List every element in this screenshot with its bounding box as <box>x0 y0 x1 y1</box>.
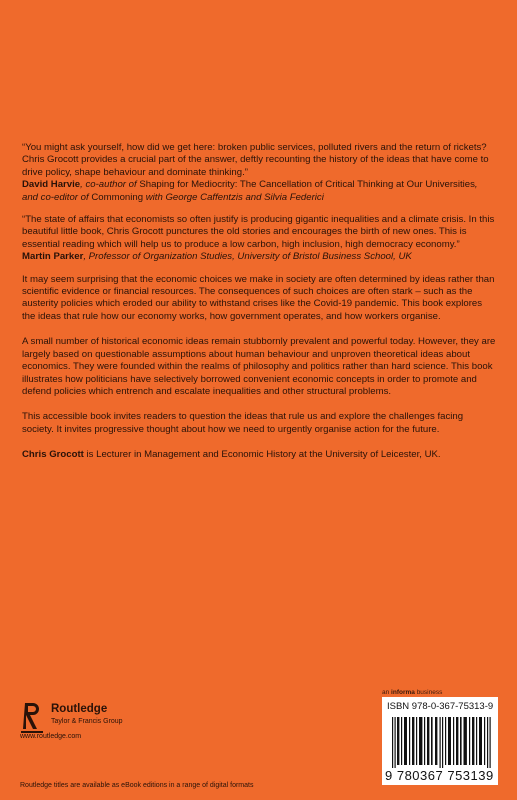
endorsement-quote-2 <box>22 214 496 264</box>
quote-1-book-a: Shaping for Mediocrity: The Cancellation of Critical Thinking at Our Universities <box>139 179 475 191</box>
quote-2-author: Martin Parker <box>22 251 84 263</box>
quote-2-attribution <box>22 251 496 263</box>
quote-1-role-b: , and co-editor of <box>22 179 478 203</box>
informa-business-label <box>382 689 442 696</box>
quote-1-book-b: Commoning <box>91 191 144 203</box>
publisher-group: Taylor & Francis Group <box>51 718 123 725</box>
publisher-website[interactable]: www.routledge.com <box>20 733 82 740</box>
barcode-icon <box>390 717 494 771</box>
quote-2-role: , Professor of Organization Studies, University of Bristol Business School, UK <box>83 251 412 263</box>
author-bio-text: is Lecturer in Management and Economic History at the University of Leicester, UK. <box>83 449 441 461</box>
barcode-box <box>382 697 498 785</box>
author-bio <box>22 449 496 461</box>
informa-suffix: business <box>414 689 443 696</box>
informa-prefix: an <box>382 689 392 696</box>
quote-1-text: “You might ask yourself, how did we get here: broken public services, polluted rivers and the return of rickets? Chris Grocott provides a crucial part of the answer, deftly recounting the history of the ideas that have come to drive policy, shape behaviour and dominate thinking.” <box>22 142 489 178</box>
quote-2-text: “The state of affairs that economists so often justify is producing gigantic inequalities and a climate crisis. In this beautiful little book, Chris Grocott punctures the old stories and encourages the birth of new ones. This is essential reading which will help us to produce a low carbon, high inclusion, high democracy economy.” <box>22 214 495 250</box>
informa-brand: informa <box>391 689 415 696</box>
blurb-paragraph-3: This accessible book invites readers to question the ideas that rule us and explore the challenges facing society. It invites progressive thought about how we need to urgently organise action for the future. <box>22 411 464 435</box>
author-name: Chris Grocott <box>22 449 84 461</box>
blurb-paragraph-1: It may seem surprising that the economic choices we make in society are often determined by ideas rather than scientific evidence or financial resources. The consequences of such choices are often stark – such as the austerity policies which eroded our ability to withstand crises like the Covid-19 pandemic. This book explores the ideas that rule how our economy works, how government operates, and how workers organise. <box>22 273 495 322</box>
quote-1-attribution <box>22 179 496 204</box>
ebook-note: Routledge titles are available as eBook editions in a range of digital formats <box>20 782 254 789</box>
blurb-paragraph-2: A small number of historical economic ideas remain stubbornly prevalent and powerful today. However, they are largely based on questionable assumptions about human behaviour and unproven theoretical ideas about economics. They were founded within the realms of philosophy and politics rather than hard science. This book illustrates how politicians have selectively borrowed convenient economic concepts in order to promote and defend policies which entrench and escalate inequalities and other structural problems. <box>22 336 496 397</box>
endorsement-quote-1 <box>22 142 496 204</box>
quote-1-author: David Harvie <box>22 179 81 191</box>
quote-1-role-a: , co-author of <box>80 179 140 191</box>
back-cover-text <box>22 142 496 475</box>
publisher-name: Routledge <box>51 703 108 715</box>
barcode-digits: 9 780367 753139 <box>385 768 494 783</box>
routledge-logo-icon <box>20 699 44 737</box>
quote-1-role-c: with George Caffentzis and Silvia Federici <box>143 191 324 203</box>
isbn-label: ISBN 978-0-367-75313-9 <box>387 701 494 712</box>
